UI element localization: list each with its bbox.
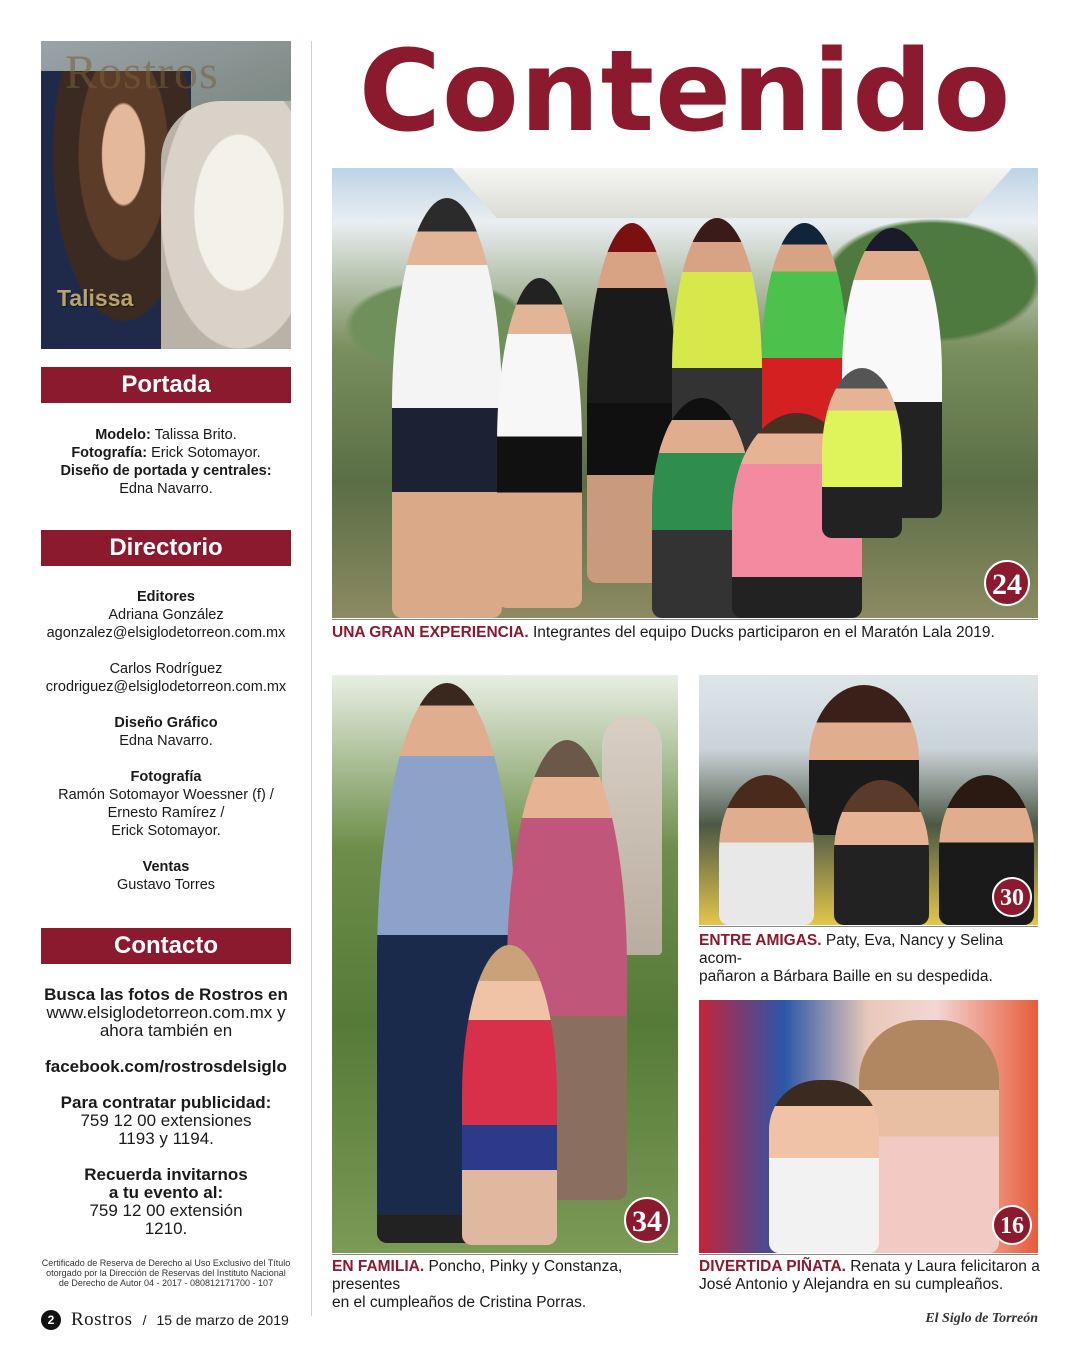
portada-heading: Portada: [41, 367, 291, 403]
fotografia-group: [41, 768, 291, 840]
directorio-heading: Directorio: [41, 530, 291, 566]
portada-credits: [41, 426, 291, 498]
caption-rule: [332, 619, 1038, 620]
editor2-email: crodriguez@elsiglodetorreon.com.mx: [45, 679, 287, 695]
publicidad-line1: 759 12 00 extensiones: [80, 1111, 252, 1130]
fotografia-label: Fotografía: [130, 769, 202, 785]
caption-lead: UNA GRAN EXPERIENCIA.: [332, 624, 529, 641]
web-line1: www.elsiglodetorreon.com.mx y: [46, 1003, 286, 1022]
cover-image: [41, 41, 291, 349]
person-figure: [769, 1080, 879, 1253]
page-badge-34: 34: [624, 1197, 670, 1243]
person-figure: [834, 780, 929, 925]
photo-amigas[interactable]: [699, 675, 1038, 925]
page-badge-24: 24: [984, 560, 1030, 606]
caption-familia: [332, 1258, 682, 1312]
credit-diseno: Diseño de portada y centrales:: [60, 463, 272, 479]
publicidad-label: Para contratar publicidad:: [60, 1093, 272, 1112]
footer-brand: Rostros: [71, 1309, 133, 1330]
contacto-heading: Contacto: [41, 928, 291, 964]
fotografo-2: Ernesto Ramírez /: [107, 805, 225, 821]
fotografo-1: Ramón Sotomayor Woessner (f) /: [58, 787, 274, 803]
person-figure: [462, 945, 557, 1245]
cover-name: Talissa: [57, 285, 134, 311]
credit-fotografia: Fotografía: Erick Sotomayor.: [71, 445, 261, 461]
person-figure: [859, 1020, 999, 1253]
directorio-list: [41, 588, 291, 912]
evento-label2: a tu evento al:: [108, 1183, 224, 1202]
caption-text: Paty, Eva, Nancy y Selina acom-: [699, 932, 1004, 967]
column-divider: [311, 41, 312, 1316]
busca-group: [41, 986, 291, 1040]
page-title: Contenido: [358, 27, 1012, 157]
editores-label: Editores: [136, 589, 195, 605]
page-badge-16: 16: [992, 1205, 1032, 1245]
ventas-label: Ventas: [142, 859, 190, 875]
caption-amigas: [699, 932, 1044, 986]
caption-text: Poncho, Pinky y Constanza, presentes: [332, 1258, 623, 1293]
evento-group: [41, 1166, 291, 1238]
cover-horse-figure: [161, 101, 291, 349]
publicidad-line2: 1193 y 1194.: [118, 1129, 214, 1148]
cover-masthead: Rostros: [65, 46, 219, 99]
facebook-group: [41, 1058, 291, 1076]
footer-left: [41, 1309, 289, 1331]
page-number-badge: 2: [41, 1310, 61, 1330]
diseno-name: Edna Navarro.: [119, 733, 213, 749]
certificado-note: Certificado de Reserva de Derecho al Uso Exclusivo del Título otorgado por la Dirección de Reservas del Instituto Nacional de Derecho de Autor 04 - 2017 - 080812171700 - 107: [41, 1258, 291, 1288]
editor1-email: agonzalez@elsiglodetorreon.com.mx: [46, 625, 286, 641]
person-figure: [822, 368, 902, 538]
web-line2: ahora también en: [99, 1021, 233, 1040]
caption-pinata: [699, 1258, 1044, 1294]
caption-text: Renata y Laura felicitaron a: [845, 1258, 1040, 1275]
editor2-name: Carlos Rodríguez: [109, 661, 223, 677]
ventas-name: Gustavo Torres: [116, 877, 216, 893]
caption-lead: EN FAMILIA.: [332, 1258, 425, 1275]
caption-text: pañaron a Bárbara Baille en su despedida.: [699, 968, 993, 985]
photo-pinata[interactable]: [699, 1000, 1038, 1253]
caption-text: en el cumpleaños de Cristina Porras.: [332, 1294, 587, 1311]
editores-group: [41, 588, 291, 642]
caption-rule: [699, 926, 1038, 927]
caption-text: Integrantes del equipo Ducks participaron en el Maratón Lala 2019.: [528, 624, 995, 641]
diseno-group: [41, 714, 291, 750]
person-figure: [497, 278, 582, 608]
caption-maraton: [332, 624, 1038, 642]
person-figure: [392, 198, 502, 618]
caption-rule: [332, 1254, 678, 1255]
evento-label1: Recuerda invitarnos: [84, 1165, 248, 1184]
page-badge-30: 30: [992, 877, 1032, 917]
photo-maraton[interactable]: [332, 168, 1038, 618]
credit-disenador: Edna Navarro.: [119, 481, 213, 497]
editor1-name: Adriana González: [108, 607, 224, 623]
diseno-label: Diseño Gráfico: [114, 715, 218, 731]
evento-line2: 1210.: [144, 1219, 188, 1238]
fotografo-3: Erick Sotomayor.: [111, 823, 221, 839]
person-figure: [719, 775, 814, 925]
caption-text: José Antonio y Alejandra en su cumpleaños.: [699, 1276, 1004, 1293]
editor2-group: [41, 660, 291, 696]
caption-rule: [699, 1254, 1038, 1255]
tent-canopy: [452, 168, 1012, 218]
caption-lead: DIVERTIDA PIÑATA.: [699, 1258, 846, 1275]
busca-line: Busca las fotos de Rostros en: [44, 985, 288, 1004]
publicidad-group: [41, 1094, 291, 1148]
photo-familia[interactable]: [332, 675, 678, 1253]
contacto-info: [41, 986, 291, 1256]
footer-date: 15 de marzo de 2019: [156, 1312, 289, 1328]
footer-publisher: El Siglo de Torreón: [925, 1311, 1038, 1326]
facebook-link[interactable]: facebook.com/rostrosdelsiglo: [45, 1057, 287, 1076]
ventas-group: [41, 858, 291, 894]
credit-modelo: Modelo: Talissa Brito.: [95, 427, 237, 443]
caption-lead: ENTRE AMIGAS.: [699, 932, 822, 949]
evento-line1: 759 12 00 extensión: [89, 1201, 243, 1220]
footer-separator: /: [142, 1312, 147, 1328]
